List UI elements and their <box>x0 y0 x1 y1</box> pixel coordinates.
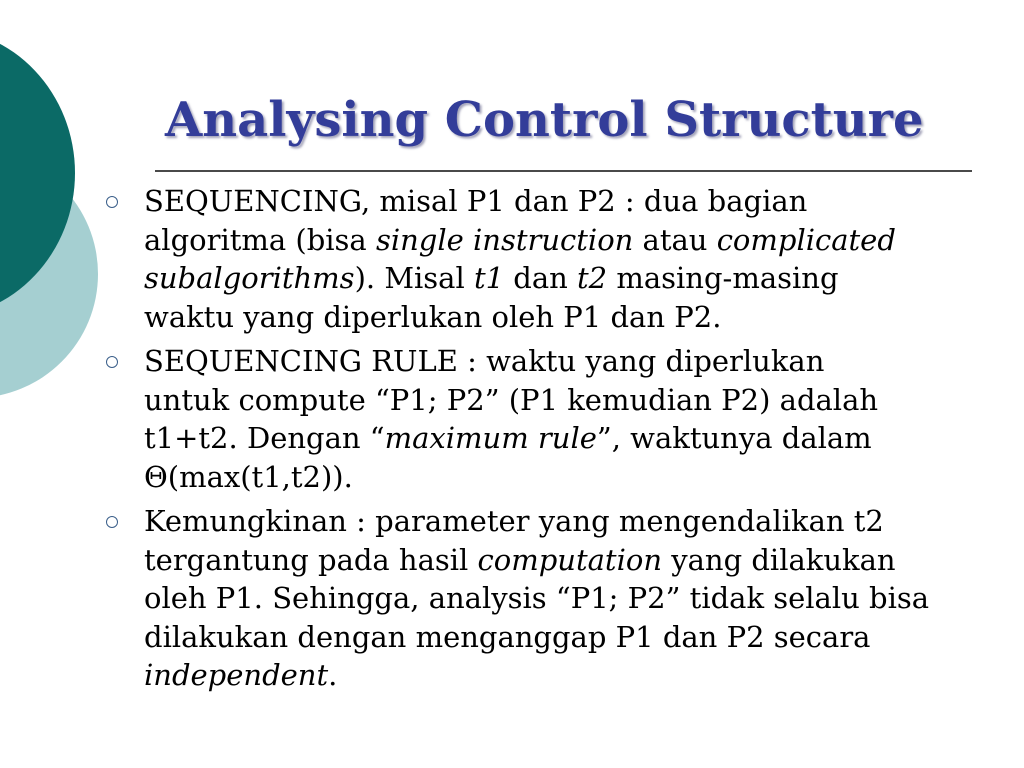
bullet-item <box>106 342 986 496</box>
italic-text-segment: t1 <box>473 261 505 295</box>
text-segment: atau <box>633 222 717 257</box>
text-segment: yang dilakukan oleh P1. Sehingga, analysis “P1; P2” tidak selalu bisa dilakukan dengan menganggap P1 dan P2 secara <box>144 542 930 654</box>
text-segment: dan <box>504 261 578 295</box>
slide-title: Analysing Control Structure <box>165 92 924 148</box>
text-segment: . <box>328 658 338 692</box>
italic-text-segment: complicated subalgorithms <box>144 222 896 295</box>
bullet-text <box>144 182 986 336</box>
text-segment: ). Misal <box>354 261 474 295</box>
hollow-circle-bullet-icon <box>106 516 118 528</box>
italic-text-segment: single instruction <box>375 222 634 257</box>
hollow-circle-bullet-icon <box>106 356 118 368</box>
bullet-text <box>144 342 986 496</box>
bullet-text <box>144 502 986 695</box>
text-segment: Kemungkinan : parameter yang mengendalikan t2 tergantung pada hasil <box>144 504 884 577</box>
text-segment: ”, waktunya dalam Θ(max(t1,t2)). <box>144 421 872 494</box>
text-segment: masing-masing waktu yang diperlukan oleh P1 dan P2. <box>144 261 839 334</box>
italic-text-segment: independent <box>144 658 329 692</box>
bullet-list <box>106 182 986 701</box>
italic-text-segment: t2 <box>577 261 608 295</box>
italic-text-segment: computation <box>477 542 662 577</box>
bullet-item <box>106 182 986 336</box>
bullet-item <box>106 502 986 695</box>
text-segment: SEQUENCING, misal P1 dan P2 : dua bagian algoritma (bisa <box>144 184 808 257</box>
hollow-circle-bullet-icon <box>106 196 118 208</box>
title-divider <box>155 170 972 172</box>
text-segment: SEQUENCING RULE : waktu yang diperlukan untuk compute “P1; P2” (P1 kemudian P2) adalah t1+t2. Dengan “ <box>144 344 879 455</box>
italic-text-segment: maximum rule <box>384 421 597 455</box>
